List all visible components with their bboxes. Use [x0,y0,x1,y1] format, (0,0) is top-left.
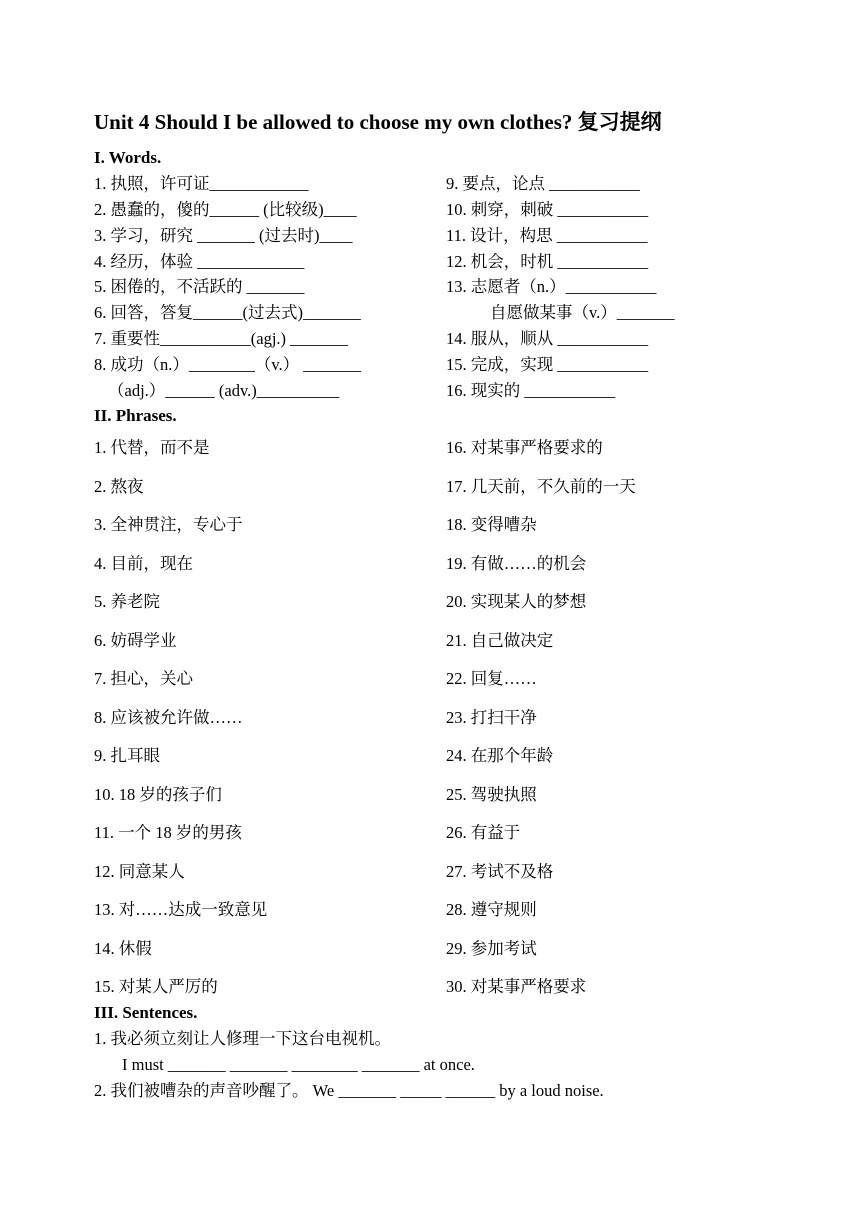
word-item: 15. 完成，实现 ___________ [446,355,649,374]
phrase-item: 10. 18 岁的孩子们 [94,785,222,804]
word-item-continued: （adj.）______ (adv.)__________ [108,381,340,400]
word-item: 6. 回答，答复______(过去式)_______ [94,303,361,322]
phrase-item: 15. 对某人严厉的 [94,977,218,996]
phrase-item: 7. 担心，关心 [94,669,193,688]
word-item: 1. 执照，许可证____________ [94,174,309,193]
sentence-item: 1. 我必须立刻让人修理一下这台电视机。 [94,1029,391,1048]
section-sentences-heading: III. Sentences. [94,1003,198,1022]
word-item: 4. 经历，体验 _____________ [94,252,305,271]
word-item: 9. 要点，论点 ___________ [446,174,640,193]
sentence-item: 2. 我们被嘈杂的声音吵醒了。 We _______ _____ ______ by a loud noise. [94,1081,604,1100]
phrase-item: 17. 几天前，不久前的一天 [446,477,636,496]
phrase-item: 20. 实现某人的梦想 [446,592,587,611]
word-item: 16. 现实的 ___________ [446,381,616,400]
phrase-item: 22. 回复…… [446,669,537,688]
word-item: 12. 机会，时机 ___________ [446,252,649,271]
phrase-item: 11. 一个 18 岁的男孩 [94,823,242,842]
phrase-item: 13. 对……达成一致意见 [94,900,268,919]
phrase-item: 3. 全神贯注，专心于 [94,515,243,534]
word-item: 14. 服从，顺从 ___________ [446,329,649,348]
page-title: Unit 4 Should I be allowed to choose my own clothes? 复习提纲 [94,110,662,134]
word-item: 8. 成功（n.）________（v.） _______ [94,355,362,374]
phrase-item: 12. 同意某人 [94,862,185,881]
phrase-item: 6. 妨碍学业 [94,631,177,650]
phrase-item: 24. 在那个年龄 [446,746,554,765]
phrase-item: 5. 养老院 [94,592,160,611]
phrase-item: 26. 有益于 [446,823,521,842]
phrase-item: 23. 打扫干净 [446,708,537,727]
word-item: 7. 重要性___________(agj.) _______ [94,329,348,348]
phrase-item: 21. 自己做决定 [446,631,554,650]
sentence-item-blanks: I must _______ _______ ________ _______ at once. [122,1055,475,1074]
phrase-item: 18. 变得嘈杂 [446,515,537,534]
word-item: 2. 愚蠢的，傻的______ (比较级)____ [94,200,357,219]
phrase-item: 28. 遵守规则 [446,900,537,919]
word-item: 5. 困倦的，不活跃的 _______ [94,277,305,296]
phrase-item: 14. 休假 [94,939,152,958]
word-item: 10. 刺穿，刺破 ___________ [446,200,649,219]
section-words-heading: I. Words. [94,148,162,167]
phrase-item: 9. 扎耳眼 [94,746,160,765]
phrase-item: 8. 应该被允许做…… [94,708,243,727]
word-item: 11. 设计，构思 ___________ [446,226,648,245]
phrase-item: 16. 对某事严格要求的 [446,438,603,457]
word-item: 3. 学习，研究 _______ (过去时)____ [94,226,353,245]
phrase-item: 19. 有做……的机会 [446,554,587,573]
section-phrases-heading: II. Phrases. [94,406,177,425]
word-item: 13. 志愿者（n.）___________ [446,277,657,296]
phrase-item: 2. 熬夜 [94,477,144,496]
phrase-item: 30. 对某事严格要求 [446,977,587,996]
phrase-item: 25. 驾驶执照 [446,785,537,804]
phrase-item: 29. 参加考试 [446,939,537,958]
phrase-item: 27. 考试不及格 [446,862,554,881]
phrase-item: 4. 目前，现在 [94,554,193,573]
word-item-continued: 自愿做某事（v.）_______ [490,303,675,322]
phrase-item: 1. 代替，而不是 [94,438,210,457]
